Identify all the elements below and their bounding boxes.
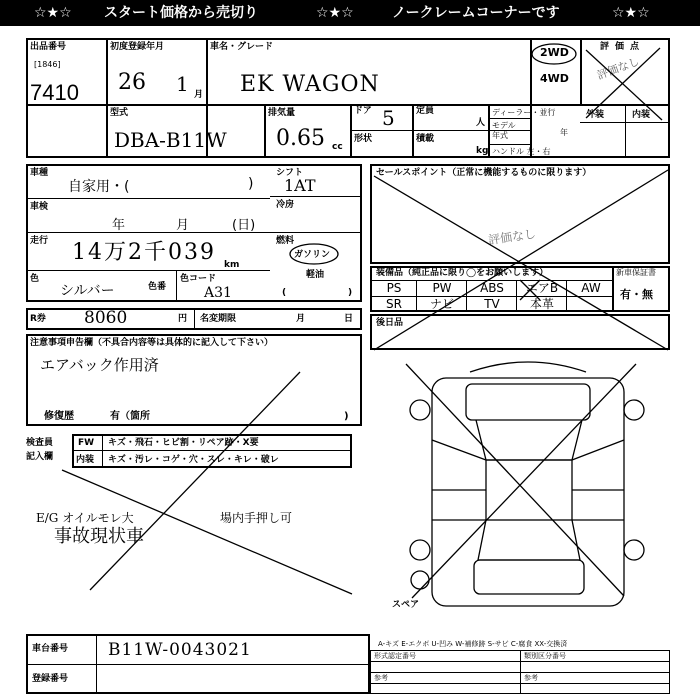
equip-ps: PS <box>386 281 402 295</box>
chassis-value: B11W-0043021 <box>108 640 252 660</box>
inspector-label2: 記入欄 <box>26 452 54 462</box>
shape-label: 形状 <box>354 134 373 144</box>
fuel-other-close: ) <box>348 288 353 298</box>
comment-1: E/G オイルモレ大 <box>36 511 134 525</box>
legend-r3: 参考 <box>374 674 388 682</box>
fw-label: FW <box>78 438 95 448</box>
inspector-label1: 検査員 <box>26 438 54 448</box>
notes-label: 注意事項申告欄（不具合内容等は具体的に記入して下さい） <box>30 338 274 348</box>
mileage-unit: km <box>224 260 240 270</box>
drive-2wd: 2WD <box>540 46 569 59</box>
color-num-label: 色番 <box>148 282 167 292</box>
equip-label: 装備品（純正品に限り◯をお願いします） <box>376 268 549 278</box>
shift-label: シフト <box>276 168 304 178</box>
reg-month: 1 <box>176 72 189 96</box>
model-label: 型式 <box>110 108 129 118</box>
drive-4wd: 4WD <box>540 72 569 85</box>
sales-stamp: 評価なし <box>487 226 537 248</box>
fuel-diesel: 軽油 <box>306 270 325 280</box>
manual-value: 有・無 <box>620 288 653 301</box>
handle-label: ハンドル 左・右 <box>492 147 551 156</box>
usage-value: 自家用・( <box>68 179 130 195</box>
manual-label: 新車保証書 <box>616 268 656 277</box>
regnum-label: 登録番号 <box>32 674 69 684</box>
grade-stamp: 評価なし <box>595 54 642 83</box>
equip-abs: ABS <box>480 281 504 295</box>
door-value: 5 <box>382 106 395 130</box>
shaken-month: 月 <box>176 218 190 233</box>
shift-value: 1AT <box>284 176 316 195</box>
rear-label: 後日品 <box>376 318 404 328</box>
color-code-label: 色コード <box>180 274 217 284</box>
repair-value: 有（箇所 <box>110 411 150 422</box>
load-label: 積載 <box>416 134 435 144</box>
name-value: EK WAGON <box>240 72 380 97</box>
legend-r1: 形式認定番号 <box>374 652 416 660</box>
chassis-label: 車台番号 <box>32 644 69 654</box>
repair-label: 修復歴 <box>44 411 74 422</box>
disp-value: 0.65 <box>276 126 325 151</box>
namechange-label: 名変期限 <box>200 314 237 324</box>
reg-label: 初度登録年月 <box>110 42 165 52</box>
shaken-label: 車検 <box>30 202 49 212</box>
exterior-label: 外装 <box>586 110 605 120</box>
model-year-label2: 年式 <box>492 131 508 140</box>
equip-tv: TV <box>484 297 500 311</box>
year-unit: 年 <box>560 128 568 137</box>
lot-label: 出品番号 <box>30 42 67 52</box>
disp-unit: cc <box>332 142 343 152</box>
equip-airbag: エアB <box>525 281 559 295</box>
cap-unit: 人 <box>476 118 486 128</box>
interior-label: 内装 <box>632 110 651 120</box>
namechange-month: 月 <box>296 314 306 324</box>
disp-label: 排気量 <box>268 108 296 118</box>
ac-label: 冷房 <box>276 200 295 210</box>
int-items: キズ・汚レ・コゲ・穴・スレ・キレ・破レ <box>108 455 279 465</box>
fuel-label: 燃料 <box>276 236 295 246</box>
banner-stars-mid: ☆★☆ <box>316 5 354 21</box>
recycle-unit: 円 <box>178 314 188 324</box>
sales-label: セールスポイント（正常に機能するものに限ります） <box>376 168 592 178</box>
reg-month-unit: 月 <box>194 90 204 100</box>
cap-label: 定員 <box>416 106 435 116</box>
legend-r4: 参考 <box>524 674 538 682</box>
banner-stars-right: ☆★☆ <box>612 5 650 21</box>
equip-aw: AW <box>581 281 601 295</box>
name-label: 車名・グレード <box>210 42 274 52</box>
equip-pw: PW <box>432 281 452 295</box>
shaken-year: 年 <box>112 218 126 233</box>
equip-sr: SR <box>386 297 402 311</box>
banner-text-right: ノークレームコーナーです <box>392 5 560 21</box>
namechange-day: 日 <box>344 314 354 324</box>
int-label: 内装 <box>76 455 95 465</box>
repair-close: ) <box>344 411 349 422</box>
usage-label: 車種 <box>30 168 49 178</box>
comment-3: 場内手押し可 <box>220 511 293 525</box>
color-label: 色 <box>30 274 40 284</box>
load-unit: kg <box>476 146 489 156</box>
legend-r2: 類別区分番号 <box>524 652 566 660</box>
comment-2: 事故現状車 <box>54 526 144 547</box>
spare-label: スペア <box>392 600 420 610</box>
banner-text-left: スタート価格から売切り <box>104 5 258 21</box>
equip-navi: ナビ <box>429 297 454 311</box>
fuel-gas: ガソリン <box>294 250 331 260</box>
fw-items: キズ・飛石・ヒビ割・リペア跡・X要 <box>108 438 259 448</box>
recycle-value: 8060 <box>84 308 128 328</box>
dealer-label: ディーラー・並行 <box>492 108 556 117</box>
fuel-other: ( <box>282 288 287 298</box>
mileage-value: 14万2千039 <box>72 240 216 265</box>
legend: A-キズ E-エクボ U-凹み W-補修跡 S-サビ C-腐食 XX-交換済 <box>378 640 568 648</box>
reg-year: 26 <box>118 70 146 95</box>
color-value: シルバー <box>60 283 115 299</box>
equip-leather: 本革 <box>529 297 554 311</box>
door-label: ドア <box>354 106 372 116</box>
color-code-value: A31 <box>204 285 232 301</box>
grade-label: 評価点 <box>600 42 646 52</box>
model-year-label1: モデル <box>492 121 516 130</box>
lot-sub: [1846] <box>34 60 61 69</box>
notes-value: エアバック作用済 <box>40 356 159 374</box>
lot-number: 7410 <box>30 80 79 105</box>
model-value: DBA-B11W <box>114 128 227 152</box>
usage-close: ) <box>248 176 254 192</box>
shaken-day: (日) <box>232 218 256 233</box>
recycle-label: R券 <box>30 314 46 324</box>
banner-stars-left: ☆★☆ <box>34 5 72 21</box>
mileage-label: 走行 <box>30 236 49 246</box>
